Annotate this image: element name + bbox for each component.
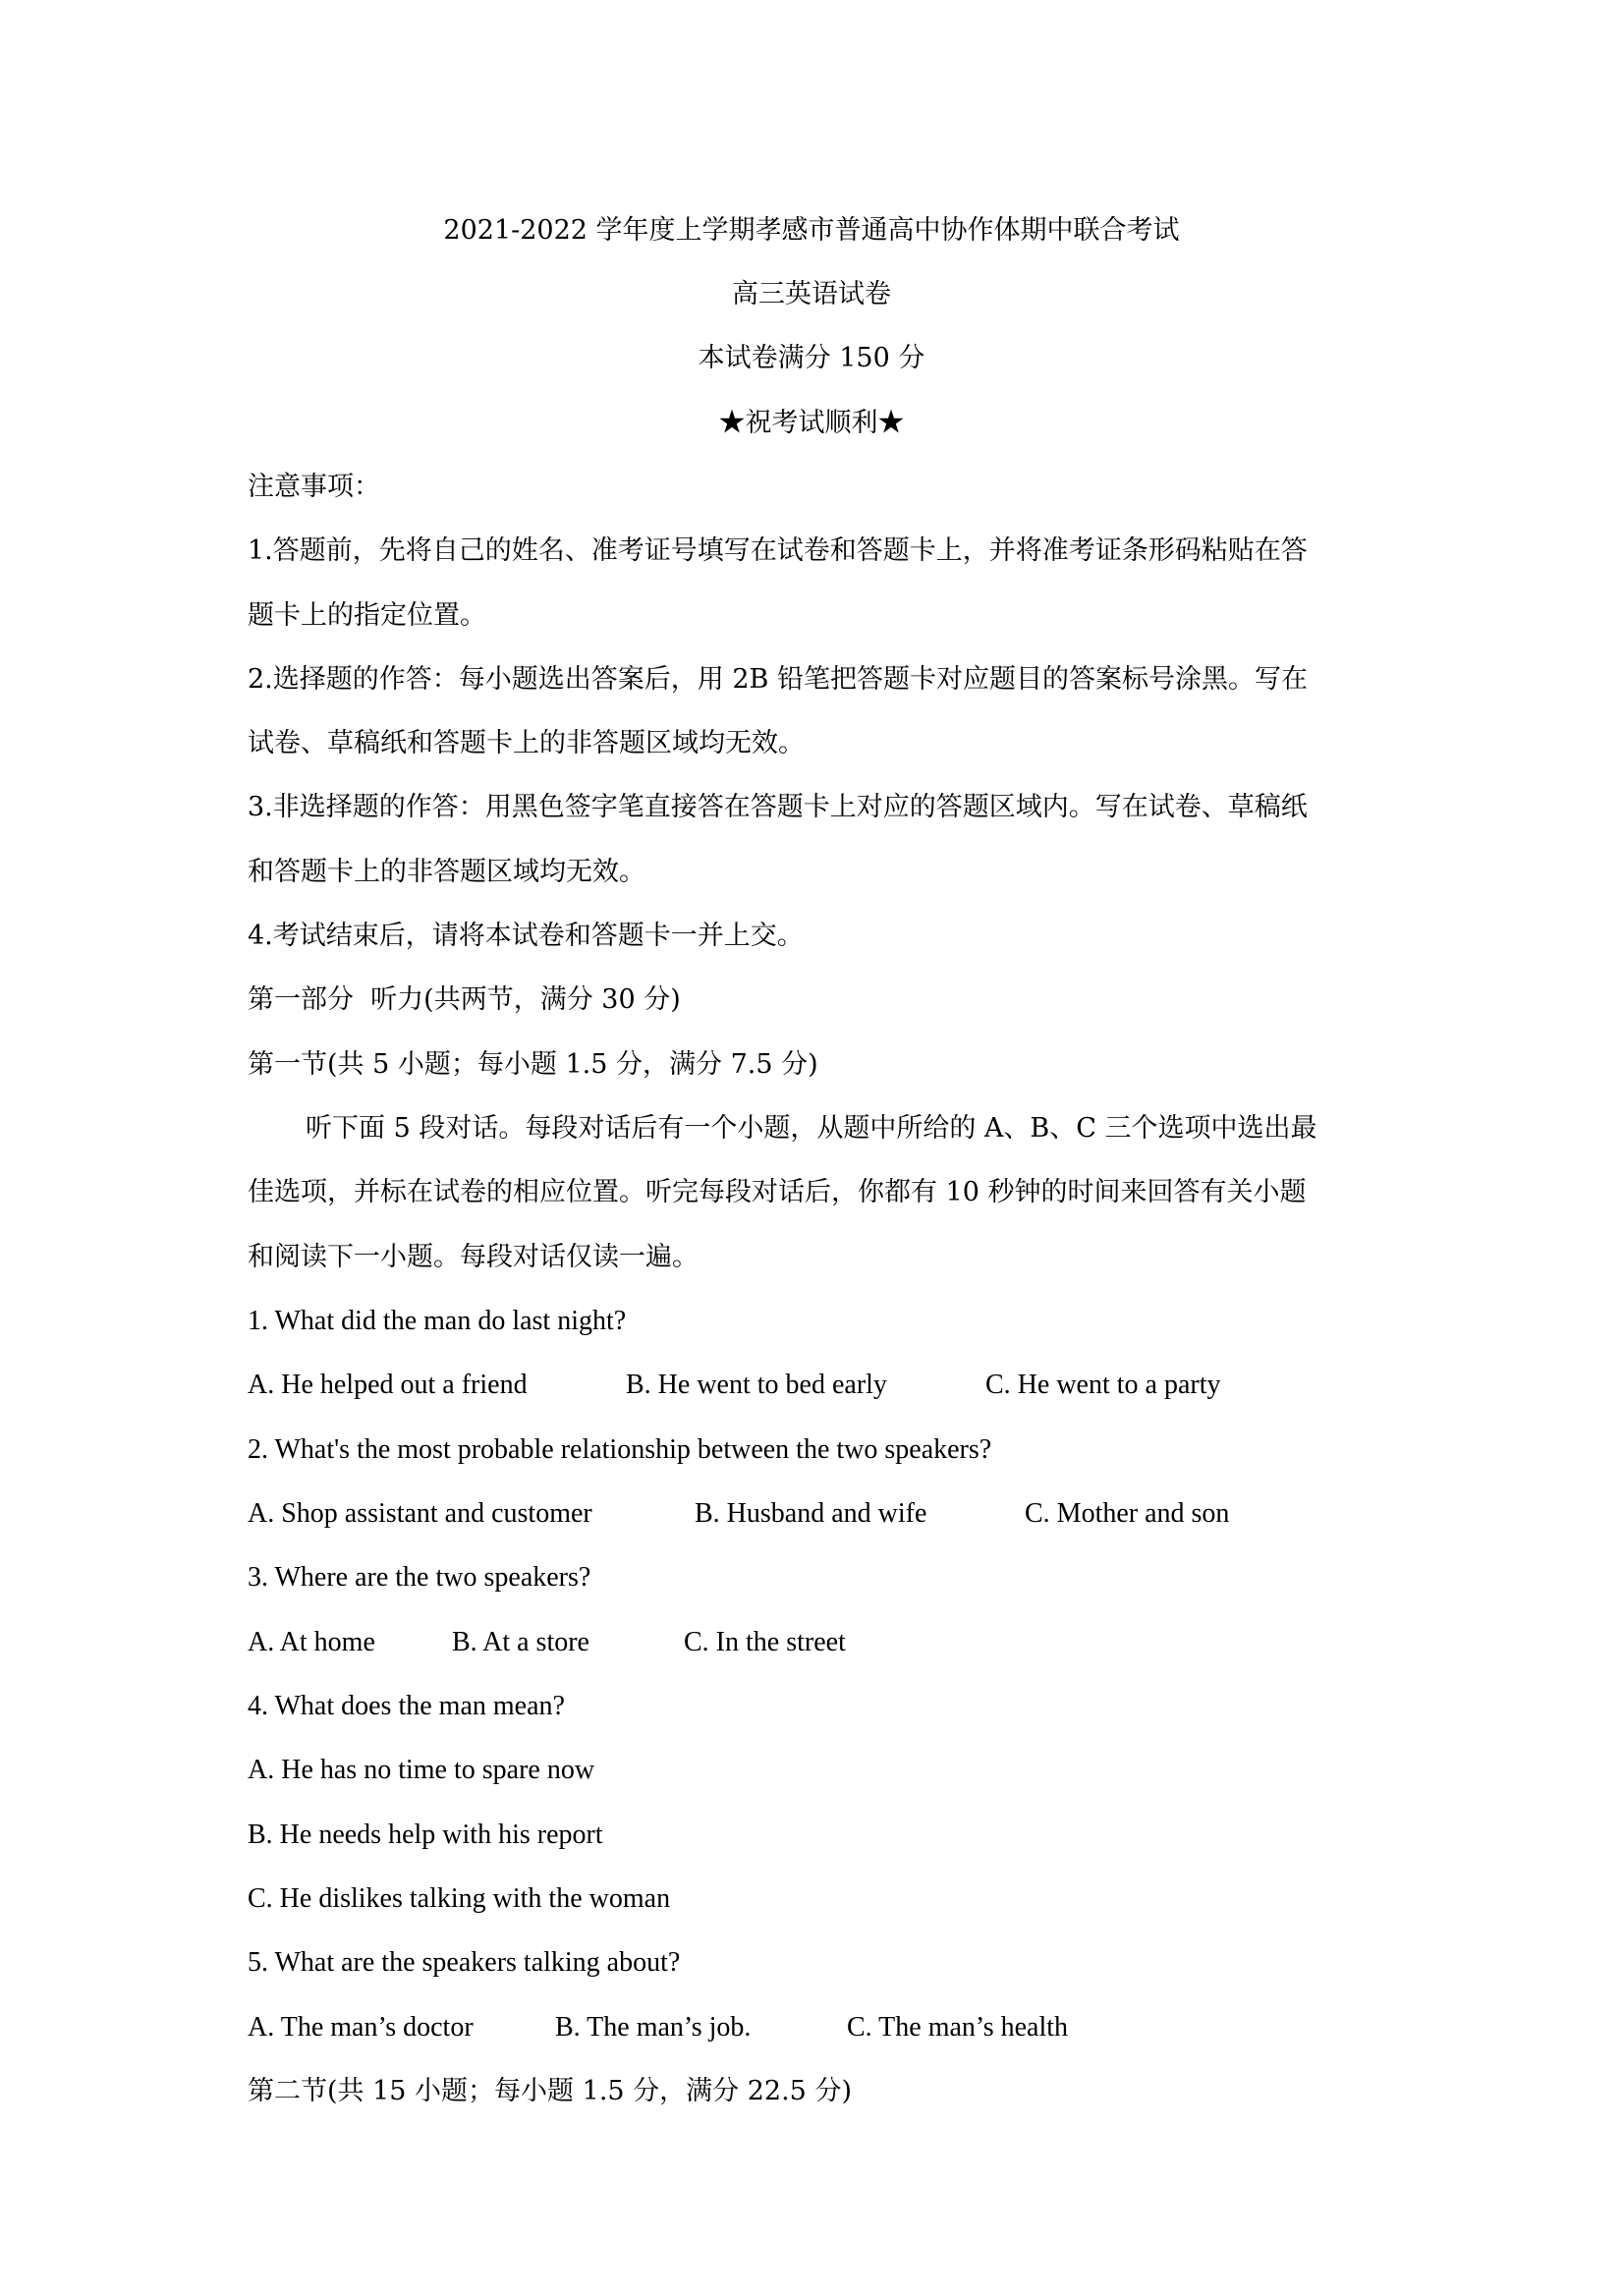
notice-line: 1.答题前，先将自己的姓名、准考证号填写在试卷和答题卡上，并将准考证条形码粘贴在答 — [248, 535, 1308, 566]
exam-blessing: ★祝考试顺利★ — [718, 408, 905, 438]
question-5-option-a: A. The man’s doctor — [248, 2012, 474, 2043]
question-2-option-c: C. Mother and son — [1025, 1498, 1230, 1529]
notice-line: 3.非选择题的作答：用黑色签字笔直接答在答题卡上对应的答题区域内。写在试卷、草稿纸 — [248, 792, 1308, 822]
question-1-option-c: C. He went to a party — [985, 1370, 1221, 1400]
question-5-option-b: B. The man’s job. — [555, 2012, 752, 2043]
question-3-option-b: B. At a store — [452, 1627, 589, 1657]
notice-line: 4.考试结束后，请将本试卷和答题卡一并上交。 — [248, 921, 804, 951]
notice-heading: 注意事项： — [248, 472, 380, 502]
question-4-option-a: A. He has no time to spare now — [248, 1755, 595, 1785]
question-3: 3. Where are the two speakers? — [248, 1562, 591, 1593]
question-2-option-b: B. Husband and wife — [695, 1498, 927, 1529]
notice-line: 和答题卡上的非答题区域均无效。 — [248, 857, 645, 887]
question-5-option-c: C. The man’s health — [847, 2012, 1068, 2043]
notice-line: 试卷、草稿纸和答题卡上的非答题区域均无效。 — [248, 728, 805, 758]
exam-total-score: 本试卷满分 150 分 — [698, 343, 925, 373]
instruction-line: 佳选项，并标在试卷的相应位置。听完每段对话后，你都有 10 秒钟的时间来回答有关小题 — [248, 1177, 1307, 1207]
question-1-option-a: A. He helped out a friend — [248, 1370, 528, 1400]
notice-line: 2.选择题的作答：每小题选出答案后，用 2B 铅笔把答题卡对应题目的答案标号涂黑。写在 — [248, 664, 1308, 695]
instruction-line: 听下面 5 段对话。每段对话后有一个小题，从题中所给的 A、B、C 三个选项中选出最 — [306, 1113, 1317, 1144]
question-4: 4. What does the man mean? — [248, 1691, 565, 1721]
question-3-option-a: A. At home — [248, 1627, 375, 1657]
question-4-option-b: B. He needs help with his report — [248, 1820, 603, 1850]
instruction-line: 和阅读下一小题。每段对话仅读一遍。 — [248, 1242, 699, 1272]
question-1-option-b: B. He went to bed early — [626, 1370, 887, 1400]
question-2: 2. What's the most probable relationship between the two speakers? — [248, 1434, 992, 1465]
question-5: 5. What are the speakers talking about? — [248, 1947, 681, 1978]
question-3-option-c: C. In the street — [684, 1627, 846, 1657]
question-2-option-a: A. Shop assistant and customer — [248, 1498, 592, 1529]
exam-title: 2021-2022 学年度上学期孝感市普通高中协作体期中联合考试 — [443, 215, 1180, 246]
section2-heading: 第二节(共 15 小题；每小题 1.5 分，满分 22.5 分) — [248, 2076, 852, 2106]
part1-heading: 第一部分 听力(共两节，满分 30 分) — [248, 984, 681, 1015]
question-4-option-c: C. He dislikes talking with the woman — [248, 1883, 671, 1914]
question-1: 1. What did the man do last night? — [248, 1306, 627, 1336]
section1-heading: 第一节(共 5 小题；每小题 1.5 分，满分 7.5 分) — [248, 1049, 818, 1080]
exam-subtitle: 高三英语试卷 — [732, 279, 891, 309]
notice-line: 题卡上的指定位置。 — [248, 600, 486, 631]
